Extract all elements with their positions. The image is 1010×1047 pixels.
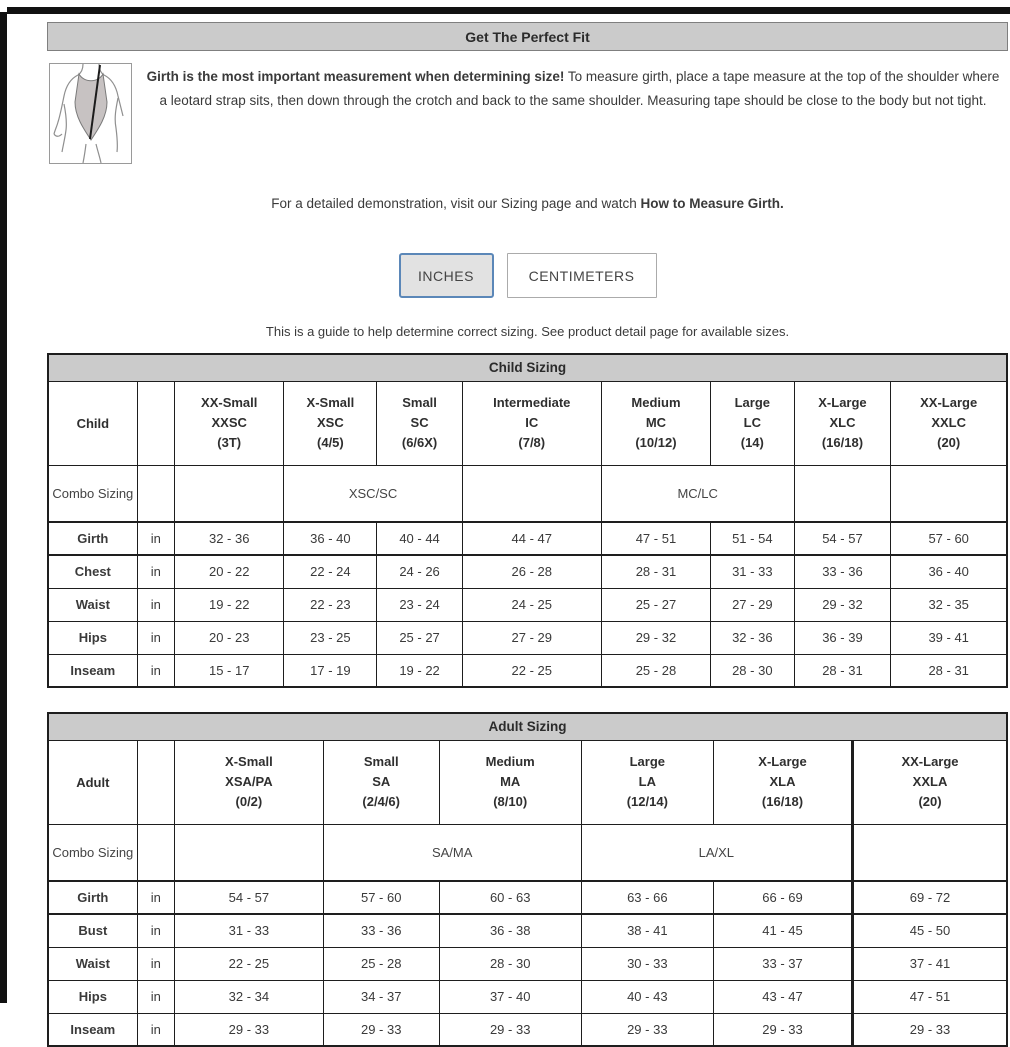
adult-header-row [48, 740, 1007, 824]
child-col-large: Large LC (14) [711, 381, 794, 465]
child-col-xsmall: X-Small XSC (4/5) [284, 381, 377, 465]
child-col-xxlarge: XX-Large XXLC (20) [891, 381, 1007, 465]
child-girth-row: Girth in 32 - 36 36 - 40 40 - 44 44 - 47 47 - 51 51 - 54 54 - 57 57 - 60 [48, 522, 1007, 555]
child-unit-header [137, 381, 174, 465]
adult-combo-sa-ma: SA/MA [323, 824, 581, 881]
demo-instruction: For a detailed demonstration, visit our Sizing page and watch How to Measure Girth. [271, 196, 784, 211]
child-col-small: Small SC (6/6X) [377, 381, 462, 465]
leotard-girth-icon [49, 63, 132, 164]
child-col-medium: Medium MC (10/12) [601, 381, 710, 465]
child-header-row [48, 381, 1007, 465]
unit-toggle [47, 253, 1008, 298]
adult-combo-label: Combo Sizing [48, 824, 137, 881]
adult-hips-row: Hips in 32 - 34 34 - 37 37 - 40 40 - 43 43 - 47 47 - 51 [48, 980, 1007, 1013]
sizing-guide-page [47, 22, 1008, 1047]
window-frame-top [7, 7, 1010, 14]
child-col-xxsmall: XX-Small XXSC (3T) [175, 381, 284, 465]
adult-col-small: Small SA (2/4/6) [323, 740, 439, 824]
adult-girth-row: Girth in 54 - 57 57 - 60 60 - 63 63 - 66 66 - 69 69 - 72 [48, 881, 1007, 914]
girth-intro-section [47, 63, 1008, 164]
girth-intro-paragraph [132, 63, 1008, 164]
girth-intro-rest: To measure girth, place a tape measure at the top of the shoulder where a leotard strap sits, then down through the crotch and back to the same shoulder. Measuring tape should be close to the body but not tight. [159, 69, 1000, 108]
adult-combo-la-xl: LA/XL [581, 824, 852, 881]
adult-col-medium: Medium MA (8/10) [439, 740, 581, 824]
child-sizing-table [47, 353, 1008, 688]
adult-sizing-table [47, 712, 1008, 1047]
demo-video-title: How to Measure Girth. [640, 196, 784, 211]
adult-waist-row: Waist in 22 - 25 25 - 28 28 - 30 30 - 33 33 - 37 37 - 41 [48, 947, 1007, 980]
child-combo-xsc-sc: XSC/SC [284, 465, 462, 522]
child-table-title-row [48, 354, 1007, 381]
guide-note: This is a guide to help determine correct sizing. See product detail page for available sizes. [265, 324, 790, 339]
child-combo-label: Combo Sizing [48, 465, 137, 522]
child-table-title: Child Sizing [48, 354, 1007, 381]
adult-row-group-label: Adult [48, 740, 137, 824]
child-combo-mc-lc: MC/LC [601, 465, 794, 522]
child-row-group-label: Child [48, 381, 137, 465]
adult-col-large: Large LA (12/14) [581, 740, 713, 824]
girth-intro-bold: Girth is the most important measurement when determining size! [146, 69, 565, 84]
child-inseam-row: Inseam in 15 - 17 17 - 19 19 - 22 22 - 25 25 - 28 28 - 30 28 - 31 28 - 31 [48, 654, 1007, 687]
window-frame-left [0, 12, 7, 1003]
adult-table-title: Adult Sizing [48, 713, 1007, 740]
adult-unit-header [137, 740, 174, 824]
child-waist-row: Waist in 19 - 22 22 - 23 23 - 24 24 - 25 25 - 27 27 - 29 29 - 32 32 - 35 [48, 588, 1007, 621]
adult-table-title-row [48, 713, 1007, 740]
child-col-intermediate: Intermediate IC (7/8) [462, 381, 601, 465]
centimeters-button[interactable]: CENTIMETERS [507, 253, 657, 298]
adult-col-xsmall: X-Small XSA/PA (0/2) [175, 740, 324, 824]
inches-button[interactable]: INCHES [399, 253, 494, 298]
adult-bust-row: Bust in 31 - 33 33 - 36 36 - 38 38 - 41 41 - 45 45 - 50 [48, 914, 1007, 947]
page-title: Get The Perfect Fit [47, 22, 1008, 51]
adult-col-xlarge: X-Large XLA (16/18) [713, 740, 852, 824]
adult-inseam-row: Inseam in 29 - 33 29 - 33 29 - 33 29 - 33 29 - 33 29 - 33 [48, 1013, 1007, 1046]
child-col-xlarge: X-Large XLC (16/18) [794, 381, 891, 465]
child-hips-row: Hips in 20 - 23 23 - 25 25 - 27 27 - 29 29 - 32 32 - 36 36 - 39 39 - 41 [48, 621, 1007, 654]
adult-col-xxlarge: XX-Large XXLA (20) [853, 740, 1007, 824]
adult-combo-row [48, 824, 1007, 881]
child-chest-row: Chest in 20 - 22 22 - 24 24 - 26 26 - 28 28 - 31 31 - 33 33 - 36 36 - 40 [48, 555, 1007, 588]
child-combo-row [48, 465, 1007, 522]
